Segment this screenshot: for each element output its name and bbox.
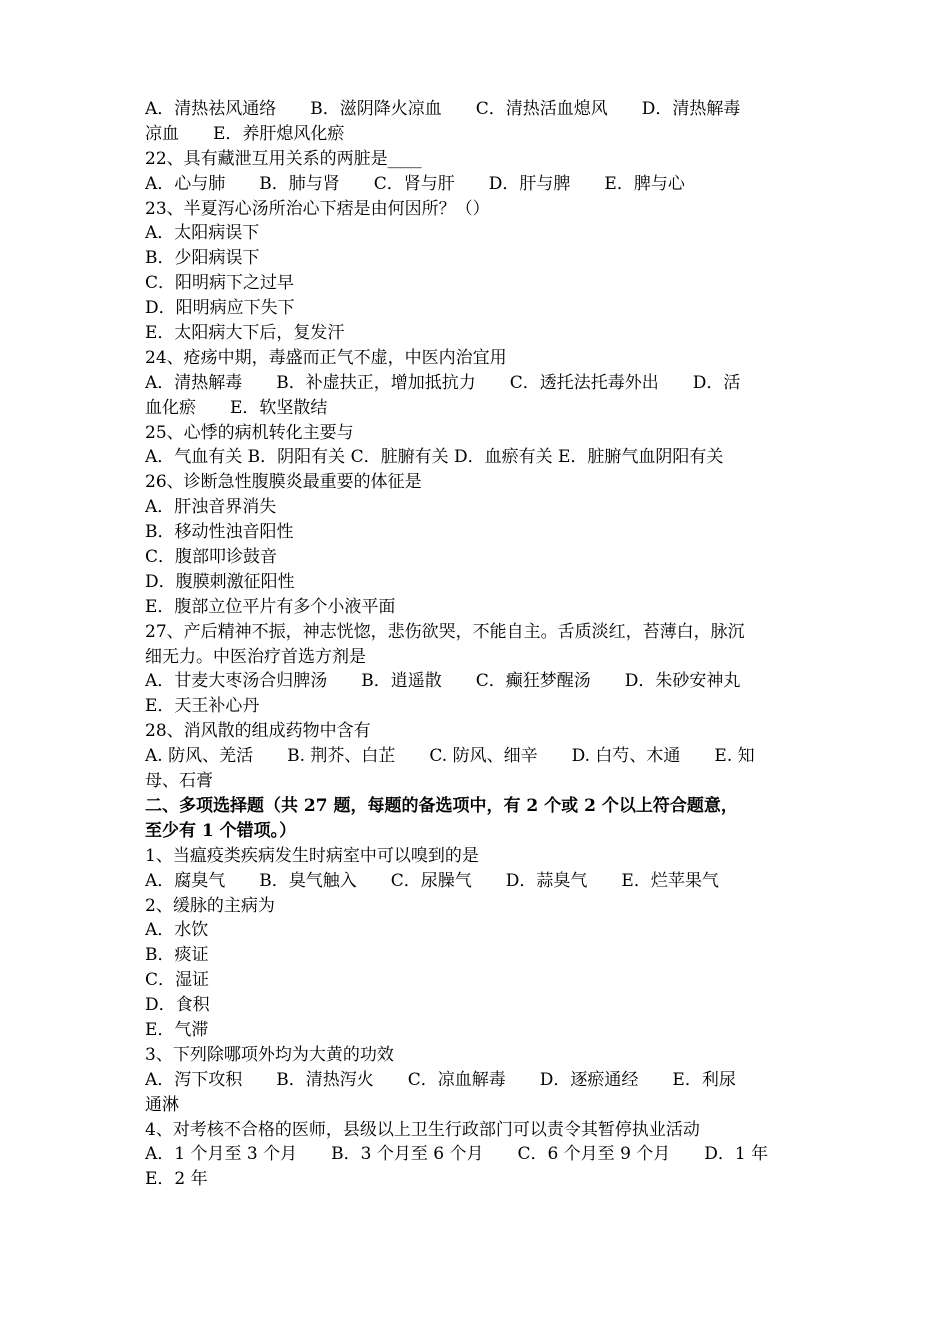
section-heading-line: 二、多项选择题（共 27 题，每题的备选项中，有 2 个或 2 个以上符合题意， <box>145 795 738 816</box>
text-line: E．2 年 <box>145 1169 208 1190</box>
text-line: E．太阳病大下后，复发汗 <box>145 323 345 344</box>
text-line: 通淋 <box>145 1094 179 1115</box>
text-line: 母、石膏 <box>145 771 213 792</box>
text-line: A．水饮 <box>145 920 209 941</box>
text-line: 细无力。中医治疗首选方剂是 <box>145 646 366 667</box>
text-line: 28、消风散的组成药物中含有 <box>145 721 371 742</box>
text-line: D．阳明病应下失下 <box>145 298 295 319</box>
text-line: 2、缓脉的主病为 <box>145 895 275 916</box>
text-line: A．腐臭气 B．臭气触入 C．尿臊气 D．蒜臭气 E．烂苹果气 <box>145 870 719 891</box>
text-line: A．泻下攻积 B．清热泻火 C．凉血解毒 D．逐瘀通经 E．利尿 <box>145 1069 736 1090</box>
text-line: 4、对考核不合格的医师，县级以上卫生行政部门可以责令其暂停执业活动 <box>145 1119 700 1140</box>
text-line: 1、当瘟疫类疾病发生时病室中可以嗅到的是 <box>145 845 479 866</box>
text-line: E．腹部立位平片有多个小液平面 <box>145 596 396 617</box>
text-line: 26、诊断急性腹膜炎最重要的体征是 <box>145 472 422 493</box>
text-line: 3、下列除哪项外均为大黄的功效 <box>145 1044 394 1065</box>
text-line: 27、产后精神不振，神志恍惚，悲伤欲哭，不能自主。舌质淡红，苔薄白，脉沉 <box>145 621 745 642</box>
text-line: A．甘麦大枣汤合归脾汤 B．逍遥散 C．癫狂梦醒汤 D．朱砂安神丸 <box>145 671 741 692</box>
text-line: A．太阳病误下 <box>145 223 260 244</box>
text-line: 凉血 E．养肝熄风化瘀 <box>145 123 345 144</box>
text-line: 血化瘀 E．软坚散结 <box>145 397 328 418</box>
text-line: C．腹部叩诊鼓音 <box>145 547 278 568</box>
text-line: 23、半夏泻心汤所治心下痞是由何因所？（） <box>145 198 490 219</box>
text-line: B．少阳病误下 <box>145 248 260 269</box>
text-line: A．肝浊音界消失 <box>145 497 277 518</box>
text-line: D．腹膜刺激征阳性 <box>145 571 295 592</box>
text-line: D．食积 <box>145 995 210 1016</box>
section-heading-line: 至少有 1 个错项。） <box>145 820 297 841</box>
text-line: B．移动性浊音阳性 <box>145 522 294 543</box>
text-line: 22、具有藏泄互用关系的两脏是____ <box>145 148 422 169</box>
text-line: A. 防风、羌活 B. 荆芥、白芷 C. 防风、细辛 D. 白芍、木通 E. 知 <box>145 746 755 767</box>
text-line: A．心与肺 B．肺与肾 C．肾与肝 D．肝与脾 E．脾与心 <box>145 173 685 194</box>
text-line: C．阳明病下之过早 <box>145 273 295 294</box>
text-line: B．痰证 <box>145 945 209 966</box>
text-line: A．清热祛风通络 B．滋阴降火凉血 C．清热活血熄风 D．清热解毒 <box>145 99 741 119</box>
text-line: E．天王补心丹 <box>145 696 260 717</box>
text-line: A．气血有关 B．阴阳有关 C．脏腑有关 D．血瘀有关 E．脏腑气血阴阳有关 <box>145 447 724 468</box>
text-line: C．湿证 <box>145 970 210 991</box>
text-line: A．1 个月至 3 个月 B．3 个月至 6 个月 C．6 个月至 9 个月 D．1 年 <box>145 1144 769 1165</box>
document-page <box>145 97 815 1192</box>
text-line: A．清热解毒 B．补虚扶正，增加抵抗力 C．透托法托毒外出 D．活 <box>145 372 741 393</box>
text-line: 25、心悸的病机转化主要与 <box>145 422 354 443</box>
text-line: 24、疮疡中期，毒盛而正气不虚，中医内治宜用 <box>145 347 507 368</box>
text-line: E．气滞 <box>145 1019 209 1040</box>
